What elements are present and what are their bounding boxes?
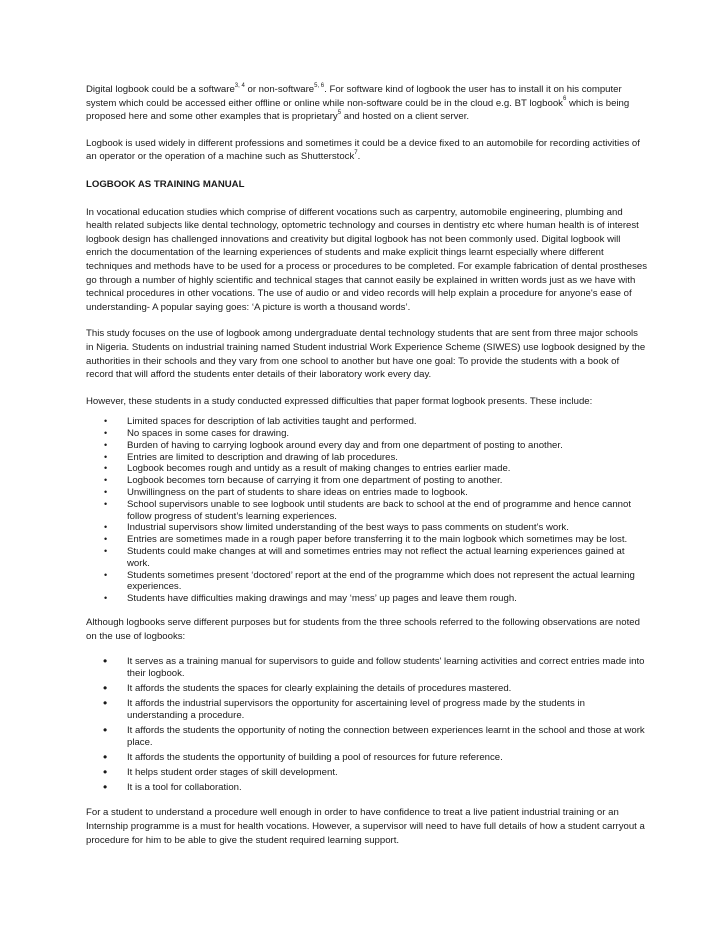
- list-item: • Logbook becomes rough and untidy as a result of making changes to entries earlier made.: [104, 463, 511, 475]
- bullet-icon: •: [104, 428, 108, 439]
- list-item: • Students could make changes at will and sometimes entries may not reflect the actual learning experiences gained at work.: [104, 546, 625, 569]
- list-item: • It is a tool for collaboration.: [103, 779, 242, 794]
- list-item: • Students sometimes present ‘doctored’ report at the end of the programme which does not represent the actual learning experiences.: [104, 569, 635, 593]
- bullet-icon: •: [104, 416, 108, 427]
- list-item: • Logbook becomes torn because of carrying it from one department of posting to another.: [104, 475, 503, 487]
- list-item: • School supervisors unable to see logbook until students are back to school at the end of programme and hence cannot follow progress of student’s learning experiences.: [104, 498, 631, 522]
- list-item: • It affords the industrial supervisors the opportunity for ascertaining level of progress made by the students in understanding a procedure.: [103, 696, 585, 722]
- list-item: • Burden of having to carrying logbook around every day and from one department of posting to another.: [104, 439, 563, 451]
- bullet-icon: •: [103, 723, 108, 738]
- paragraph-vocational-education: In vocational education studies which comprise of different vocations such as carpentry, automobile engineering, plumbing and health related subjects like dental technology, optometric technology and courses in dentistry etc where human health is of interest logbook design has challenged innovations and creativity but digital logbook has not been commonly used. Digital logbook will enrich the documentation of the learning experiences of students and make explicit things learnt especially where different techniques and methods have to be used for a process or procedures to be completed. For example fabrication of dental prostheses go through a number of highly scientific and technical stages that cannot easily be explained in written words just as we have with technical procedures in other vocations. The use of audio or and video records will help explain a procedure for anyone's ease of understanding- A popular saying goes: ‘A picture is worth a thousand words’.: [86, 206, 648, 313]
- observations-list: [86, 656, 648, 794]
- bullet-icon: •: [103, 696, 108, 711]
- bullet-icon: •: [103, 779, 108, 794]
- list-item: • It affords the students the spaces for clearly explaining the details of procedures mastered.: [103, 681, 512, 696]
- paragraph-digital-logbook: Digital logbook could be a software$^{3, 4}$ or non-software$^{5, 6}$. For software kind of logbook the user has to install it on his computer system which could be accessed either offline or online while non-software could be in the cloud e.g. BT logbook$^6$ which is being proposed here and some other examples that is proprietary$^5$ and hosted on a client server.: [86, 82, 630, 123]
- bullet-icon: •: [104, 487, 108, 498]
- list-item: • It serves as a training manual for supervisors to guide and follow students' learning activities and correct entries made into their logbook.: [103, 654, 645, 680]
- paragraph-study-focus: This study focuses on the use of logbook among undergraduate dental technology students that are sent from three major schools in Nigeria. Students on industrial training named Student industrial Work Experience Scheme (SIWES) use logbook designed by the authorities in their schools and they vary from one school to another but have one goal: To provide the students with a book of record that will afford the students enter details of their laboratory work every day.: [86, 328, 646, 381]
- document-page: [86, 83, 648, 847]
- list-item: • Limited spaces for description of lab activities taught and performed.: [104, 416, 417, 428]
- list-item: • Students have difficulties making drawings and may ‘mess’ up pages and leave them rough.: [104, 593, 517, 605]
- bullet-icon: •: [104, 593, 108, 604]
- bullet-icon: •: [103, 654, 108, 669]
- paragraph-observations-intro: Although logbooks serve different purposes but for students from the three schools referred to the following observations are noted on the use of logbooks:: [86, 617, 640, 642]
- paragraph-logbook-usage: Logbook is used widely in different professions and sometimes it could be a device fixed to an automobile for recording activities of an operator or the operation of a machine such as Shutterstock$^7$.: [86, 137, 640, 163]
- list-item: • Industrial supervisors show limited understanding of the best ways to pass comments on student’s work.: [104, 522, 569, 534]
- bullet-icon: •: [103, 764, 108, 779]
- section-heading: LOGBOOK AS TRAINING MANUAL: [86, 178, 245, 190]
- bullet-icon: •: [104, 534, 108, 545]
- list-item: • It affords the students the opportunity of building a pool of resources for future reference.: [103, 750, 503, 765]
- list-item: • Entries are sometimes made in a rough paper before transferring it to the main logbook which sometimes may be lost.: [104, 534, 628, 546]
- bullet-icon: •: [103, 750, 108, 765]
- paragraph-difficulties-intro: However, these students in a study conducted expressed difficulties that paper format logbook presents. These include:: [86, 395, 593, 407]
- bullet-icon: •: [103, 681, 108, 696]
- bullet-icon: •: [104, 463, 108, 474]
- difficulties-list: [86, 416, 648, 605]
- bullet-icon: •: [104, 546, 108, 557]
- list-item: • No spaces in some cases for drawing.: [104, 428, 290, 440]
- bullet-icon: •: [104, 569, 108, 580]
- bullet-icon: •: [104, 498, 108, 509]
- paragraph-internship: For a student to understand a procedure well enough in order to have confidence to treat a live patient industrial training or an Internship programme is a must for health vocations. However, a supervisor will need to have full details of how a student carryout a procedure for him to be able to give the student required learning support.: [86, 807, 645, 846]
- list-item: • It helps student order stages of skill development.: [103, 764, 338, 779]
- bullet-icon: •: [104, 522, 108, 533]
- bullet-icon: •: [104, 451, 108, 462]
- bullet-icon: •: [104, 439, 108, 450]
- list-item: • It affords the students the opportunity of noting the connection between experiences learnt in the school and those at work place.: [103, 723, 645, 749]
- bullet-icon: •: [104, 475, 108, 486]
- list-item: • Unwillingness on the part of students to share ideas on entries made to logbook.: [104, 487, 468, 499]
- list-item: • Entries are limited to description and drawing of lab procedures.: [104, 451, 398, 463]
